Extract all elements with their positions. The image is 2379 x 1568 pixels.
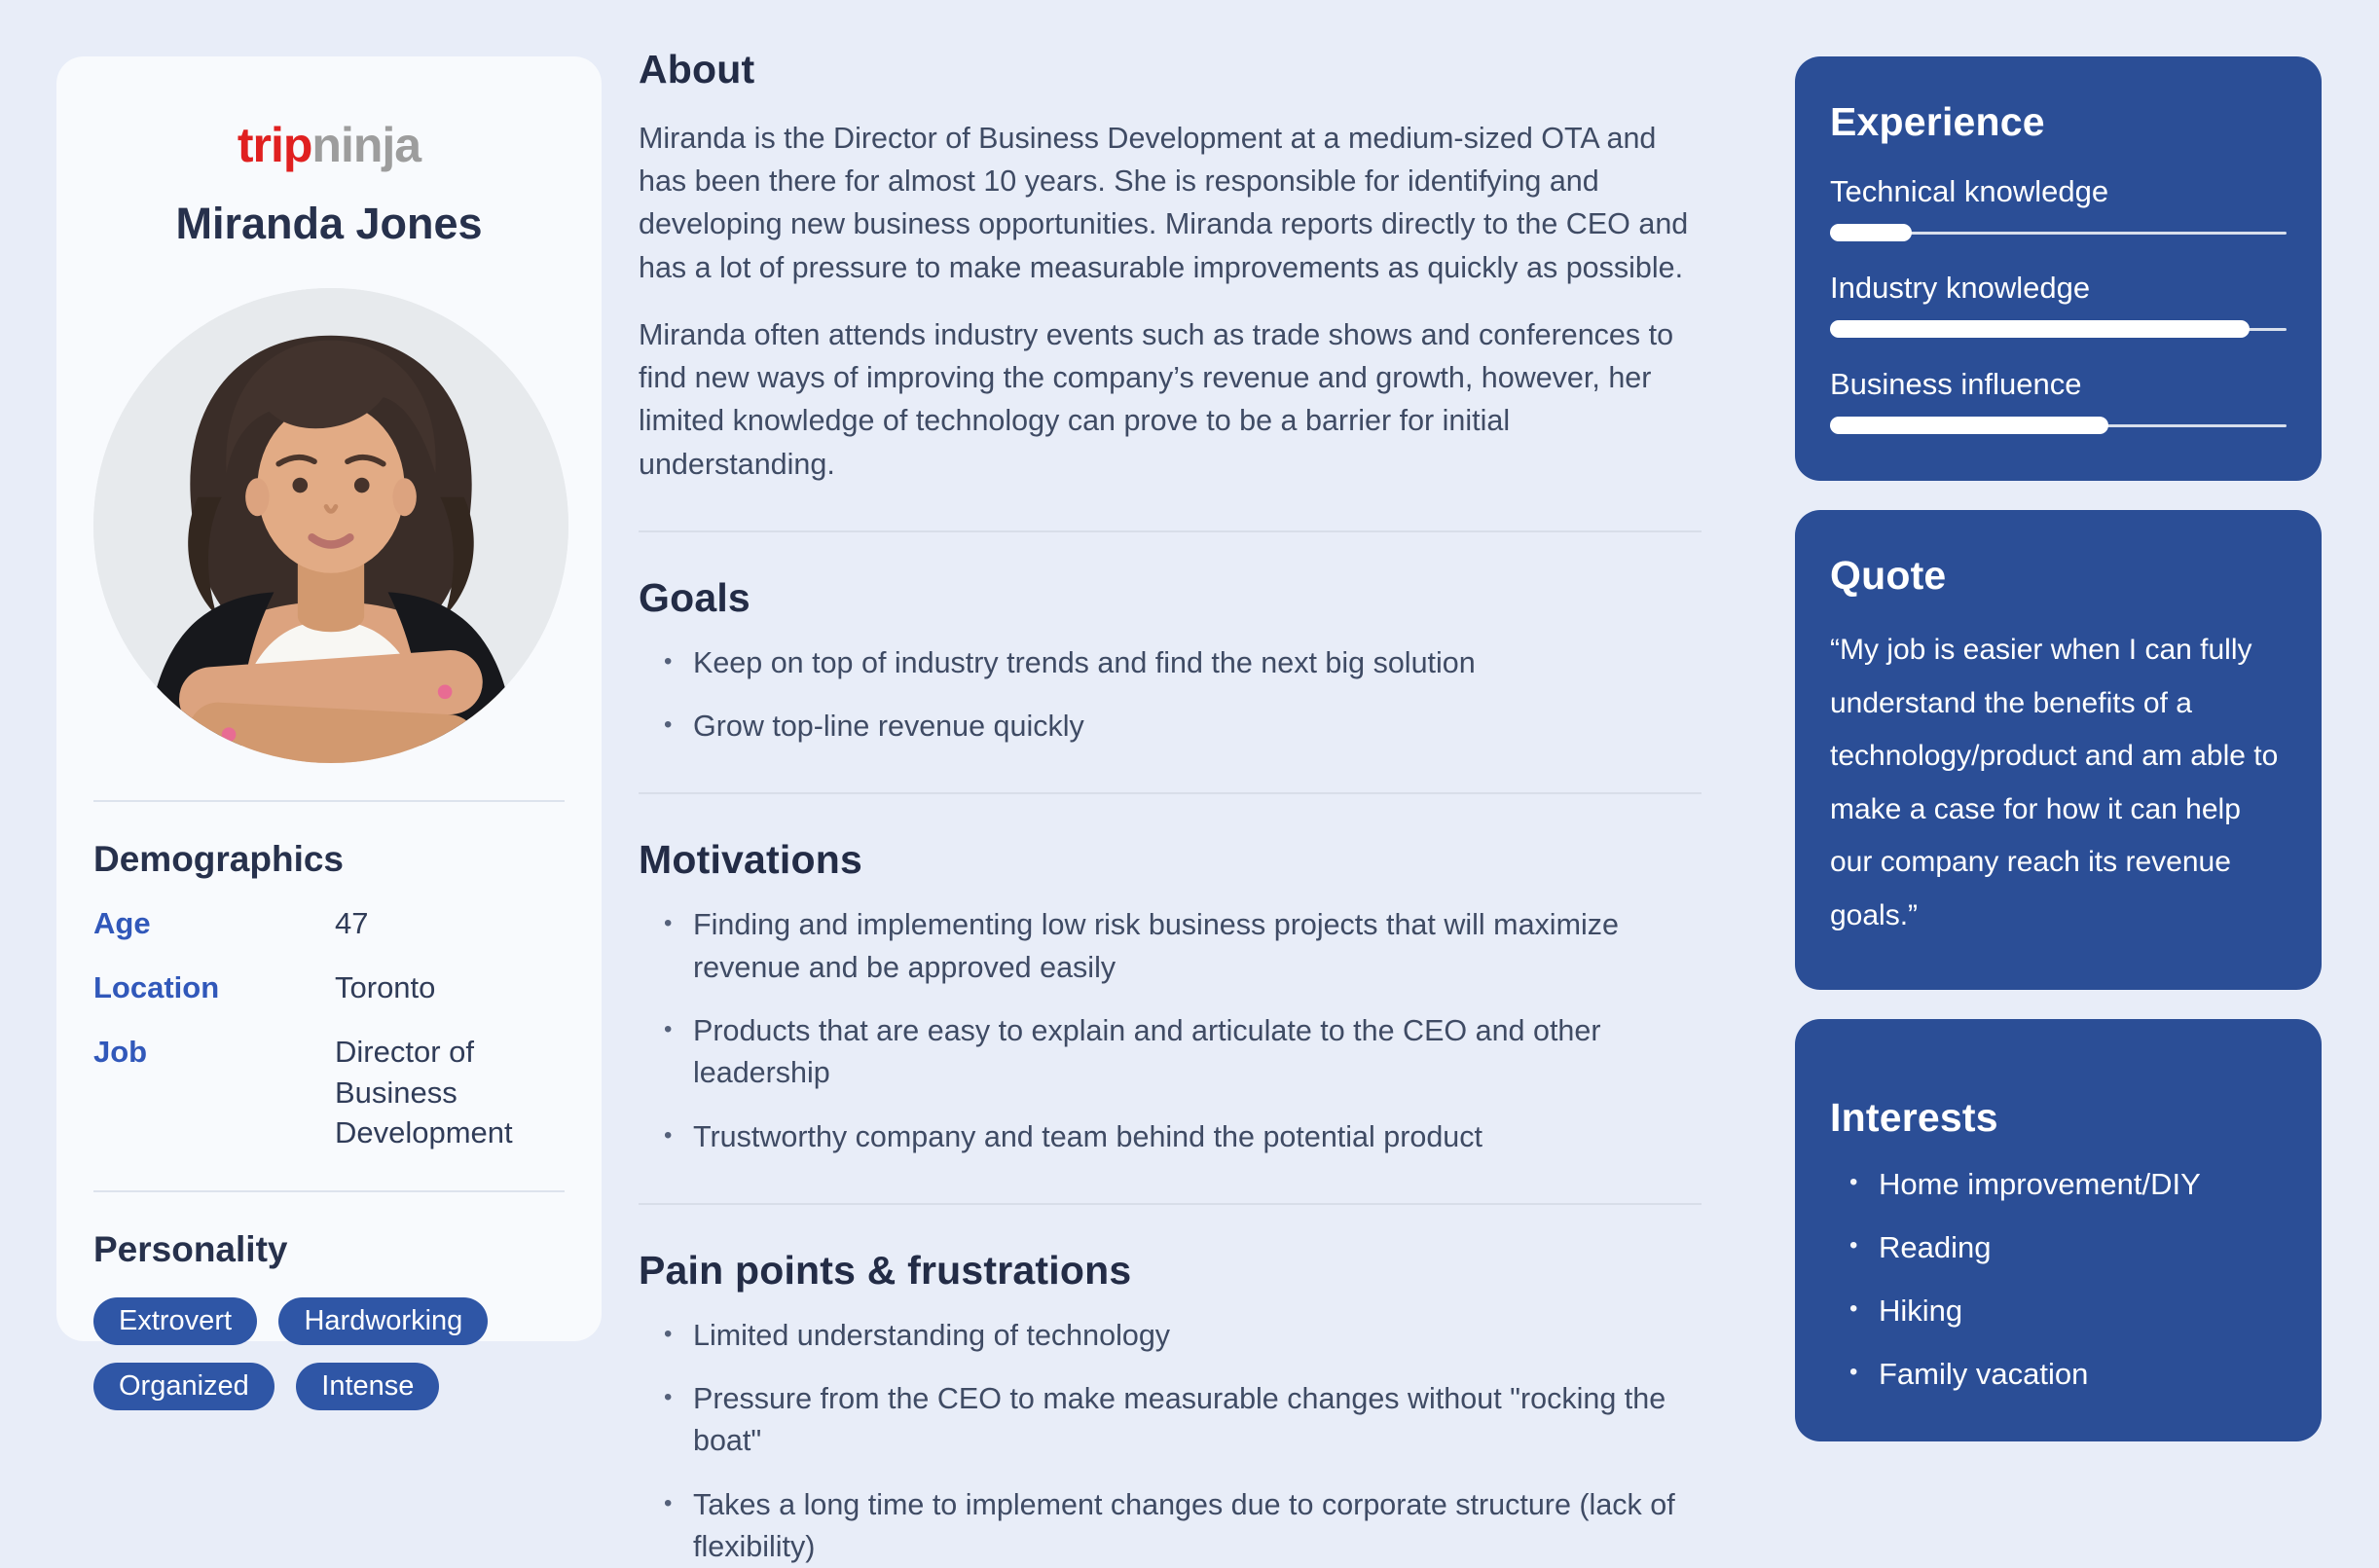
slider-fill (1830, 224, 1912, 241)
avatar-illustration (93, 288, 568, 763)
list-item: • Finding and implementing low risk business projects that will maximize revenue and be approved easily (639, 904, 1702, 989)
about-paragraph: Miranda is the Director of Business Development at a medium-sized OTA and has been there for almost 10 years. She is responsible for identifying and developing new business opportunities. Miranda reports directly to the CEO and has a lot of pressure to make measurable improvements as quickly as possible. (639, 122, 1689, 284)
trait-badge: Hardworking (278, 1297, 488, 1345)
quote-title: Quote (1830, 553, 1947, 598)
skill-label: Business influence (1830, 367, 2082, 401)
demographics-row-job (93, 1032, 565, 1154)
about-paragraph: Miranda often attends industry events such as trade shows and conferences to find new ways of improving the company’s revenue and growth, however, her limited knowledge of technology can prove to be a barrier for initial understanding. (639, 317, 1674, 481)
profile-name: Miranda Jones (175, 199, 483, 248)
quote-text: “My job is easier when I can fully understand the benefits of a technology/product and am able to make a case for how it can help our company reach its revenue goals.” (1830, 634, 2279, 931)
divider (93, 800, 565, 802)
pain-points-title: Pain points & frustrations (639, 1247, 1132, 1293)
list-item: • Home improvement/DIY (1830, 1165, 2287, 1204)
job-value: Director of Business Development (335, 1034, 513, 1150)
divider (93, 1190, 565, 1192)
divider (639, 1203, 1702, 1205)
trait-badge: Organized (93, 1363, 274, 1410)
list-item: • Takes a long time to implement changes due to corporate structure (lack of flexibility) (639, 1484, 1702, 1568)
skill-row-industry (1830, 271, 2287, 338)
experience-card (1795, 56, 2322, 481)
demographics-section (93, 839, 565, 1153)
slider-fill (1830, 320, 2250, 338)
divider (639, 792, 1702, 794)
goals-section (639, 575, 1702, 748)
skill-label: Industry knowledge (1830, 271, 2091, 305)
profile-photo (93, 288, 568, 763)
list-item: • Trustworthy company and team behind the potential product (639, 1116, 1702, 1158)
persona-details (639, 47, 1702, 1568)
about-title: About (639, 47, 755, 91)
personality-section (93, 1229, 565, 1410)
motivations-section (639, 837, 1702, 1157)
demographics-row-location (93, 967, 565, 1008)
pain-points-section (639, 1248, 1702, 1568)
brand-logo-trip: trip (237, 118, 312, 172)
demographics-title: Demographics (93, 839, 345, 879)
skill-slider (1830, 417, 2287, 434)
brand-logo (93, 117, 565, 173)
goals-list (639, 642, 1702, 748)
list-item: • Hiking (1830, 1292, 2287, 1331)
job-label: Job (93, 1034, 148, 1069)
age-label: Age (93, 906, 151, 940)
divider (639, 530, 1702, 532)
list-item: • Pressure from the CEO to make measurable changes without "rocking the boat" (639, 1378, 1702, 1463)
list-item: • Limited understanding of technology (639, 1315, 1702, 1357)
pain-points-list (639, 1315, 1702, 1568)
persona-sidebar (1795, 56, 2322, 1471)
motivations-title: Motivations (639, 837, 862, 883)
location-value: Toronto (335, 969, 436, 1004)
trait-badge: Extrovert (93, 1297, 257, 1345)
interests-title: Interests (1830, 1094, 1998, 1140)
interests-list (1830, 1165, 2287, 1395)
demographics-row-age (93, 903, 565, 944)
personality-pills (93, 1280, 565, 1410)
skill-slider (1830, 320, 2287, 338)
skill-slider (1830, 224, 2287, 241)
motivations-list (639, 904, 1702, 1157)
age-value: 47 (335, 906, 369, 940)
list-item: • Products that are easy to explain and articulate to the CEO and other leadership (639, 1010, 1702, 1095)
experience-title: Experience (1830, 99, 2045, 144)
about-section (639, 47, 1702, 486)
slider-fill (1830, 417, 2108, 434)
personality-title: Personality (93, 1229, 288, 1270)
goals-title: Goals (639, 574, 750, 620)
list-item: • Grow top-line revenue quickly (639, 706, 1702, 748)
skill-label: Technical knowledge (1830, 174, 2109, 208)
trait-badge: Intense (296, 1363, 439, 1410)
skill-row-business (1830, 367, 2287, 434)
list-item: • Keep on top of industry trends and find the next big solution (639, 642, 1702, 684)
profile-card (56, 56, 602, 1403)
interests-card (1795, 1019, 2322, 1441)
location-label: Location (93, 969, 220, 1004)
quote-card (1795, 510, 2322, 990)
list-item: • Family vacation (1830, 1355, 2287, 1394)
brand-logo-ninja: ninja (311, 118, 421, 172)
list-item: • Reading (1830, 1228, 2287, 1267)
skill-row-technical (1830, 174, 2287, 241)
